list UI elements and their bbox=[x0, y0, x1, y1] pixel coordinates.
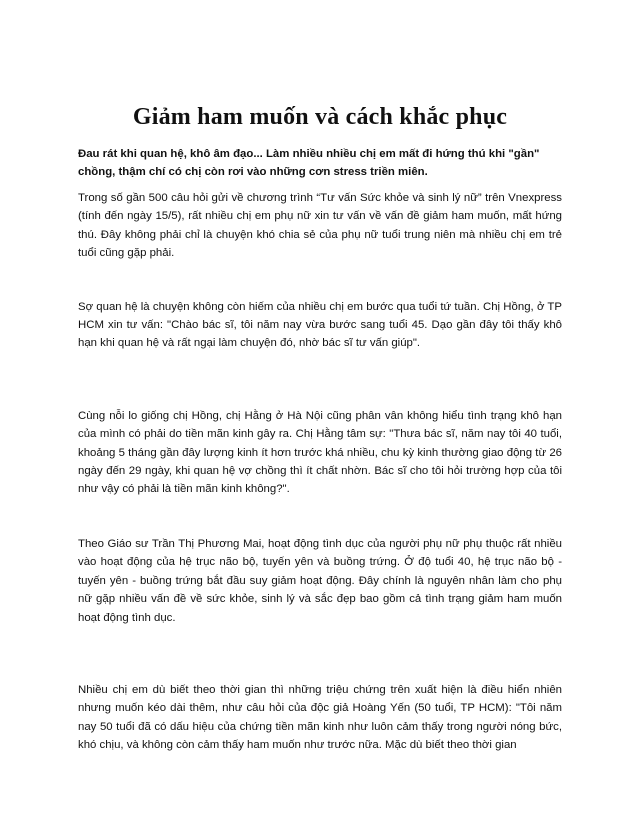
body-paragraph: Cùng nỗi lo giống chị Hồng, chị Hằng ở Hà Nội cũng phân vân không hiểu tình trạng khô hạn của mình có phải do tiền mãn kinh gây ra. Chị Hằng tâm sự: "Thưa bác sĩ, năm nay tôi 40 tuổi, khoảng 5 tháng gần đây lượng kinh ít hơn trước khá nhiều, chu kỳ kinh thường giao động từ 26 ngày đến 29 ngày, khi quan hệ vợ chồng thì ít chất nhờn. Bác sĩ cho tôi hỏi trường hợp của tôi như vậy có phải là tiền mãn kinh không?". bbox=[78, 409, 562, 496]
lead-paragraph: Đau rát khi quan hệ, khô âm đạo... Làm nhiều nhiều chị em mất đi hứng thú khi "gần" chồng, thậm chí có chị còn rơi vào những cơn stress triền miên. bbox=[78, 148, 540, 178]
body-paragraph: Trong số gần 500 câu hỏi gửi về chương trình “Tư vấn Sức khỏe và sinh lý nữ” trên Vnexpress (tính đến ngày 15/5), rất nhiều chị em phụ nữ xin tư vấn về vấn đề giảm ham muốn, mất hứng thú. Đây không phải chỉ là chuyện khó chia sẻ của phụ nữ tuổi trung niên mà nhiều chị em trẻ tuổi cũng gặp phải. bbox=[78, 192, 562, 260]
body-paragraph: Nhiều chị em dù biết theo thời gian thì những triệu chứng trên xuất hiện là điều hiển nhiên nhưng muốn kéo dài thêm, như câu hỏi của độc giả Hoàng Yến (50 tuổi, TP HCM): "Tôi năm nay 50 tuổi đã có dấu hiệu của chứng tiền mãn kinh như luôn cảm thấy trong người nóng bức, khó chịu, và không còn cảm thấy ham muốn như trước nữa. Mặc dù biết theo thời gian bbox=[78, 683, 562, 752]
document-page bbox=[78, 104, 562, 755]
document-title: Giảm ham muốn và cách khắc phục bbox=[132, 104, 508, 130]
body-paragraph: Theo Giáo sư Trần Thị Phương Mai, hoạt động tình dục của người phụ nữ phụ thuộc rất nhiều vào hoạt động của hệ trục não bộ, tuyến yên và buồng trứng. Ở độ tuổi 40, hệ trục não bộ - tuyến yên - buồng trứng bắt đầu suy giảm hoạt động. Đây chính là nguyên nhân làm cho phụ nữ gặp nhiều vấn đề về sức khỏe, sinh lý và sắc đẹp bao gồm cả tình trạng giảm ham muốn hoạt động tình dục. bbox=[78, 537, 562, 624]
body-paragraph: Sợ quan hệ là chuyện không còn hiếm của nhiều chị em bước qua tuổi tứ tuần. Chị Hồng, ở TP HCM xin tư vấn: "Chào bác sĩ, tôi năm nay vừa bước sang tuổi 45. Dạo gần đây tôi thấy khô hạn khi quan hệ và rất ngại làm chuyện đó, nhờ bác sĩ tư vấn giúp". bbox=[78, 300, 562, 350]
